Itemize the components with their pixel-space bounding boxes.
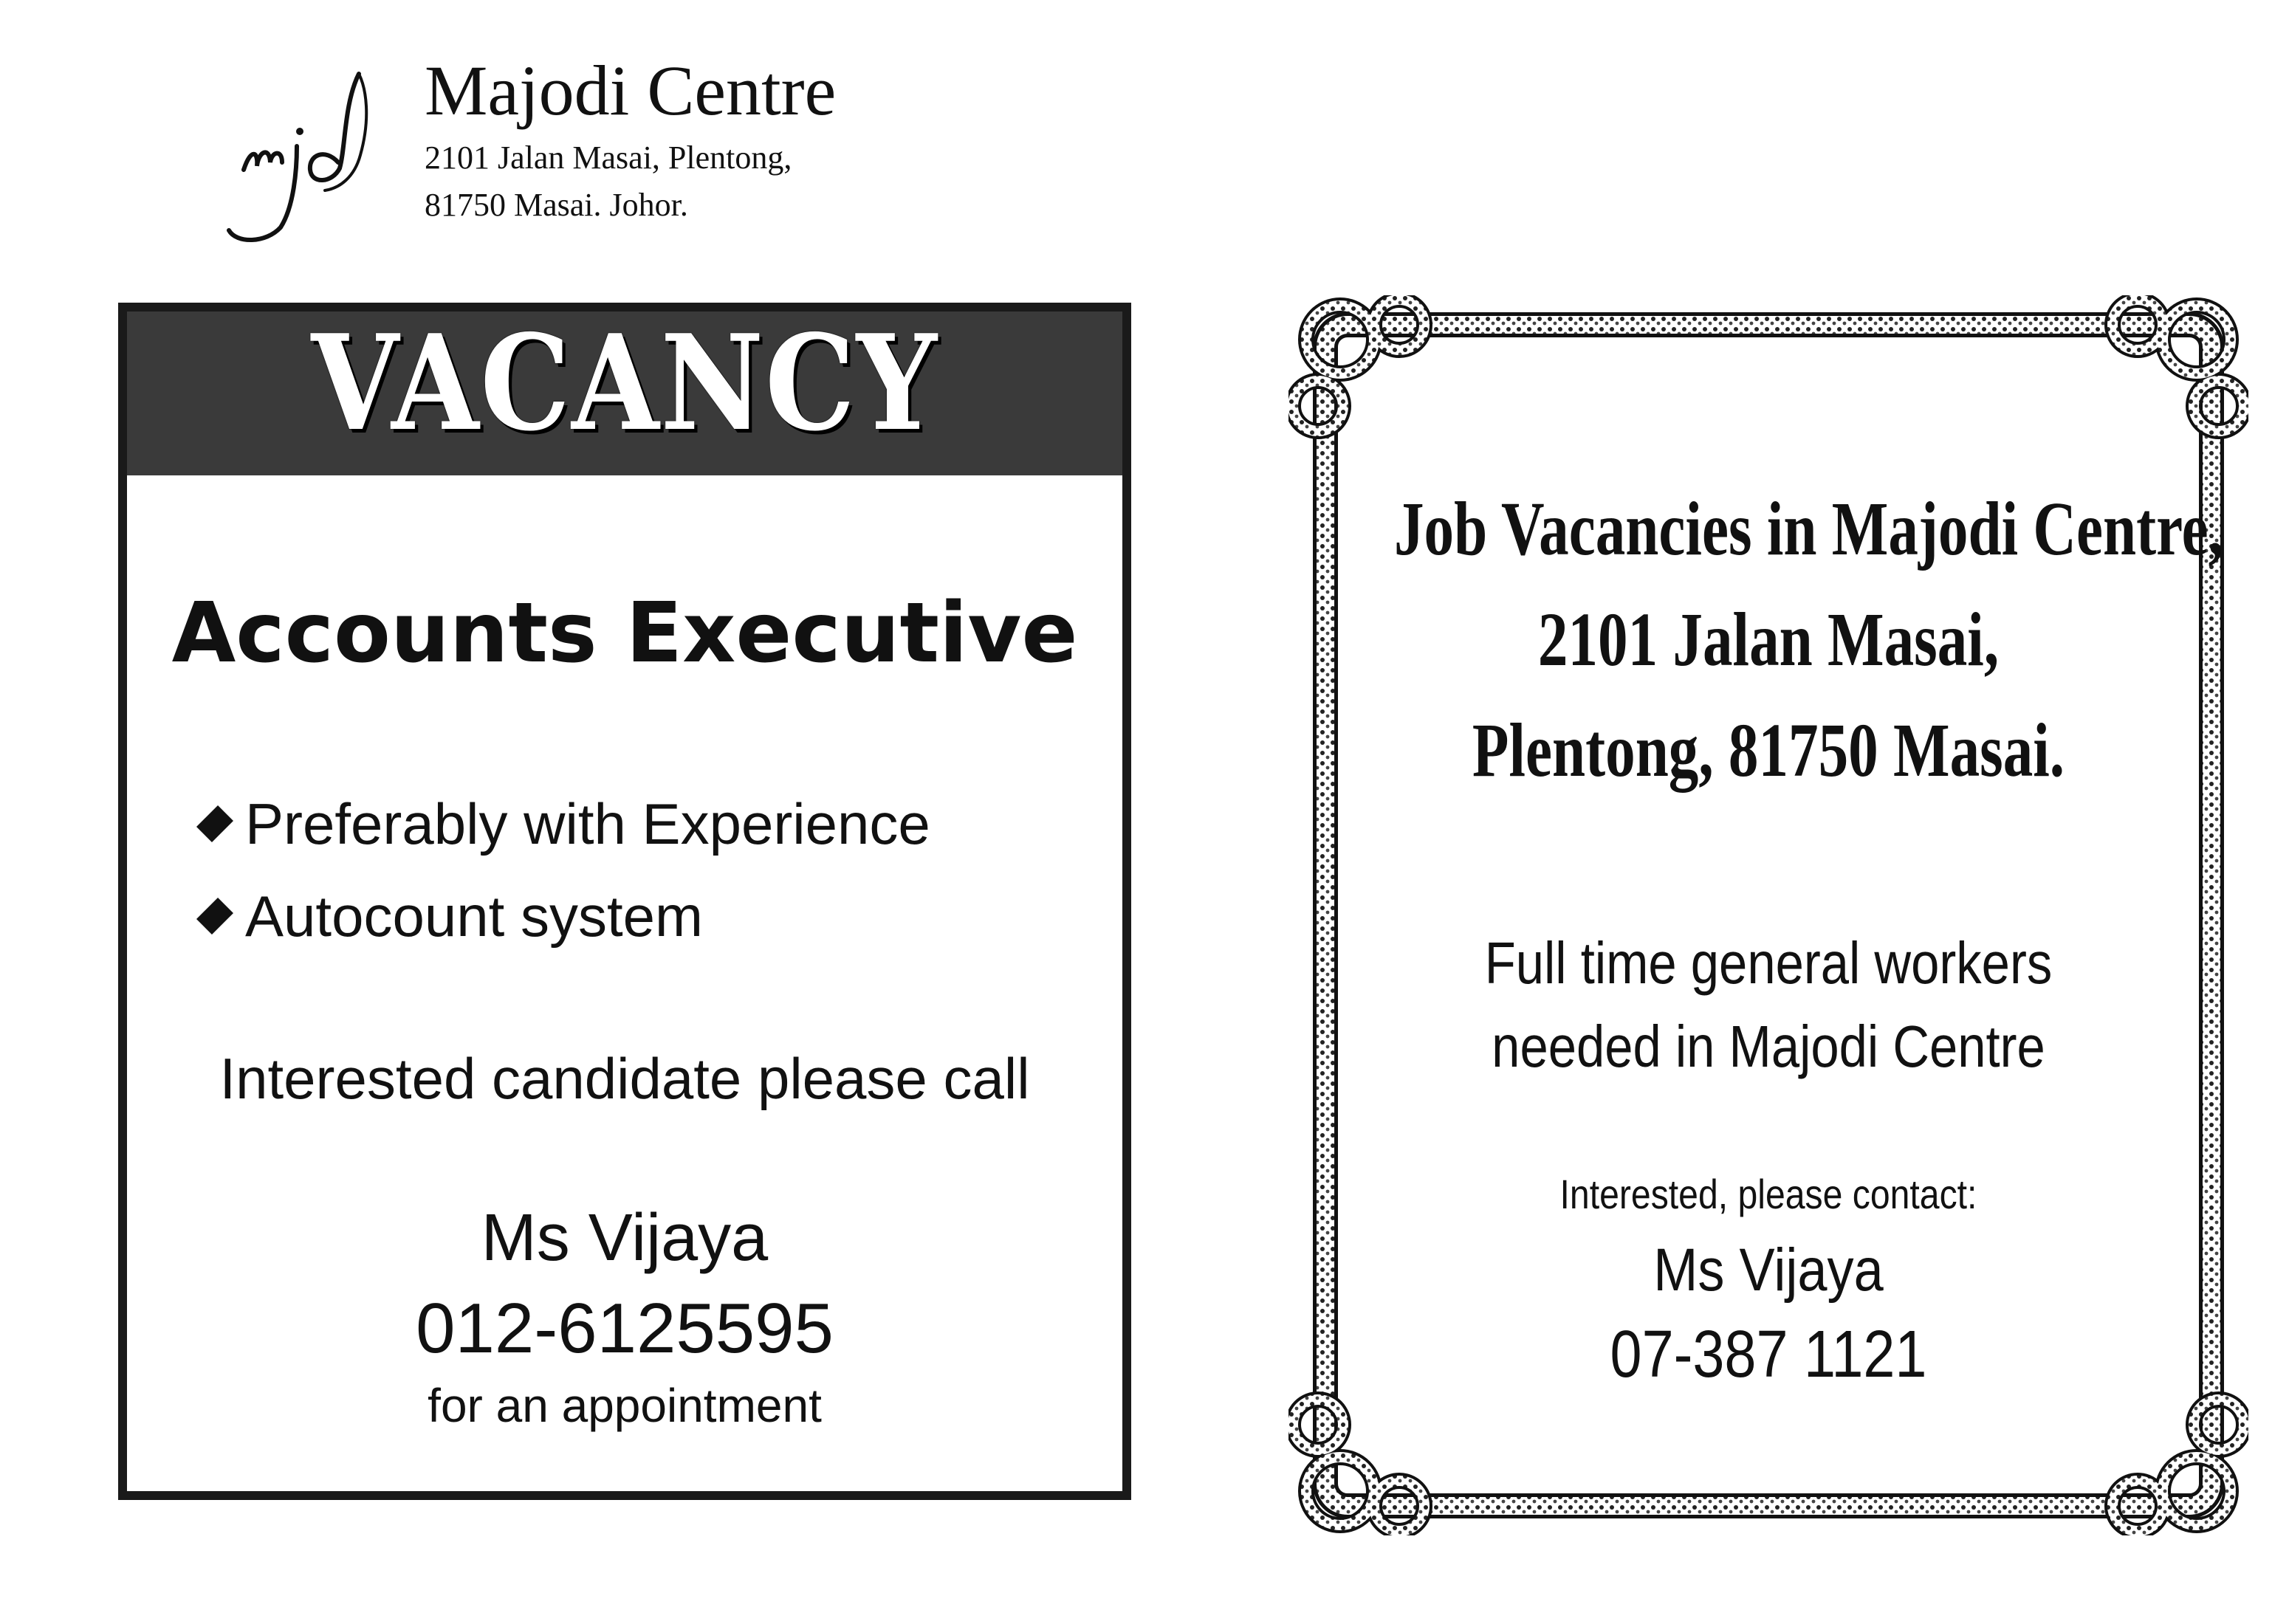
requirement-item [201,791,930,856]
call-instruction: Interested candidate please call [219,1046,1030,1111]
vacancy-ad [118,303,1131,1500]
majodi-logo-mark [214,59,377,251]
notice-body-line: needed in Majodi Centre [1492,1014,2045,1079]
job-position-title: Accounts Executive [171,585,1078,681]
notice-heading-line: Job Vacancies in Majodi Centre, [1394,486,2223,571]
vacancy-banner [127,306,1122,475]
requirement-text: Autocount system [245,884,703,949]
notice-contact-name: Ms Vijaya [1653,1236,1884,1304]
notice-heading-line: Plentong, 81750 Masai. [1472,708,2065,793]
contact-phone: 012-6125595 [416,1289,834,1368]
appointment-note: for an appointment [428,1379,822,1432]
contact-name: Ms Vijaya [481,1201,769,1275]
requirement-text: Preferably with Experience [245,791,930,856]
notice-body-line: Full time general workers [1484,930,2053,996]
notice-contact-phone: 07-387 1121 [1610,1318,1927,1391]
majodi-logo [214,59,377,251]
vacancy-banner-title: VACANCY [311,306,938,460]
org-name: Majodi Centre [425,51,837,130]
requirement-item [201,884,703,949]
diamond-bullet-icon [196,898,233,935]
org-address-line1: 2101 Jalan Masai, Plentong, [425,140,792,176]
org-address-line2: 81750 Masai. Johor. [425,187,688,223]
notice-heading-line: 2101 Jalan Masai, [1537,597,2000,682]
notice-contact-prompt: Interested, please contact: [1559,1171,1977,1217]
diamond-bullet-icon [196,805,233,842]
